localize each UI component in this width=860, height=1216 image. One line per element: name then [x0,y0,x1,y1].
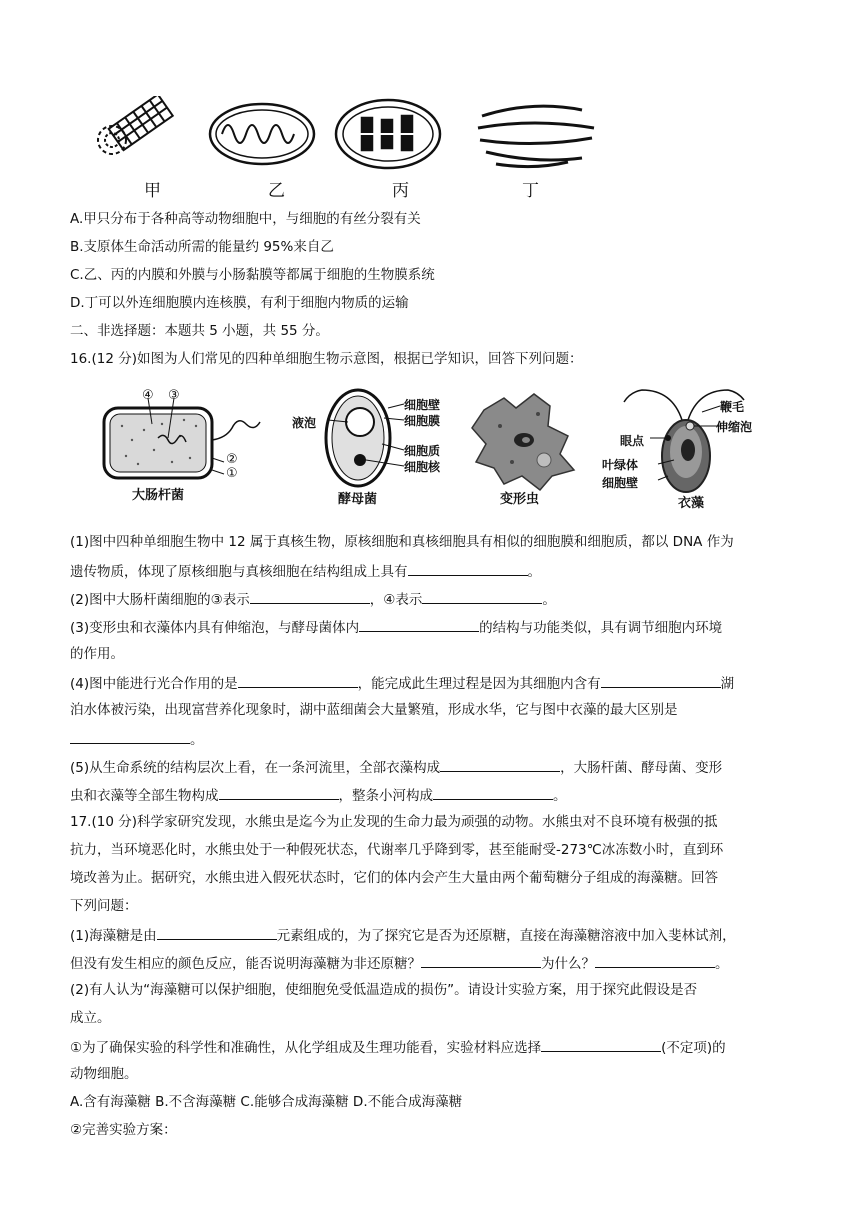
section-2-header: 二、非选择题：本题共 5 小题，共 55 分。 [70,323,329,339]
q17-part1-line1 [70,924,790,946]
q17-part2-blank[interactable] [541,1036,661,1052]
chloroplast-drawing [336,100,440,168]
ecoli-marker-4: ④ [142,388,154,403]
q16-part3-text-b: 的结构与功能类似，具有调节细胞内环境 [479,620,723,636]
q16-part4-line3 [70,728,790,750]
mitochondrion-drawing [210,104,314,164]
centriole-drawing [98,96,173,154]
chlamy-label-flagellum: 鞭毛 [720,400,745,414]
ecoli-drawing [102,380,277,510]
q16-part1-blank[interactable] [408,560,528,576]
q16-part5-text-a: (5)从生命系统的结构层次上看，在一条河流里，全部衣藻构成 [70,760,441,776]
q16-part1-line1: (1)图中四种单细胞生物中 12 属于真核生物，原核细胞和真核细胞具有相似的细胞膜和细胞质，都以 DNA 作为 [70,534,734,550]
q17-part1-text-b: 元素组成的，为了探究它是否为还原糖，直接在海藻糖溶液中加入斐林试剂， [276,928,736,944]
q16-part2-text-a: (2)图中大肠杆菌细胞的③表示 [70,592,250,608]
q17-part2-step2: ②完善实验方案： [70,1122,177,1138]
q16-part1-text: 遗传物质，体现了原核细胞与真核细胞在结构组成上具有 [70,564,408,580]
yeast-label-cytoplasm: 细胞质 [404,444,441,458]
q16-part4-text-a: (4)图中能进行光合作用的是 [70,676,238,692]
amoeba-panel [464,380,584,510]
ecoli-marker-3: ③ [168,388,180,403]
unicellular-organisms-figure [102,380,762,510]
q17-part1-blank-3[interactable] [595,952,715,968]
q16-part5-end: 。 [553,788,567,804]
q16-part2-end: 。 [542,592,556,608]
q16-part3-blank[interactable] [359,616,479,632]
q17-part2-line1: (2)有人认为“海藻糖可以保护细胞，使细胞免受低温造成的损伤”。请设计实验方案，用于探究此假设是否 [70,982,698,998]
q15-option-c: C.乙、丙的内膜和外膜与小肠黏膜等都属于细胞的生物膜系统 [70,267,435,283]
q17-stem-line3: 境改善为止。据研究，水熊虫进入假死状态时，它们的体内会产生大量由两个葡萄糖分子组成的海藻糖。回答 [70,870,718,886]
q16-part3-line2: 的作用。 [70,646,124,662]
yeast-label-vacuole: 液泡 [292,416,317,430]
q15-option-a: A.甲只分布于各种高等动物细胞中，与细胞的有丝分裂有关 [70,211,421,227]
q17-stem-line1: 17.(10 分)科学家研究发现，水熊虫是迄今为止发现的生命力最为顽强的动物。水熊虫对不良环境有极强的抵 [70,814,718,830]
q17-part1-line2 [70,952,790,974]
q16-stem: 16.(12 分)如图为人们常见的四种单细胞生物示意图，根据已学知识，回答下列问题： [70,351,583,367]
yeast-label-nucleus: 细胞核 [404,460,441,474]
amoeba-name: 变形虫 [500,492,540,507]
q16-part4-blank-3[interactable] [70,728,190,744]
chlamy-label-eyespot: 眼点 [620,434,645,448]
label-bing: 丙 [392,181,409,201]
chlamy-label-contractile-vacuole: 伸缩泡 [716,420,753,434]
q17-part1-text-a: (1)海藻糖是由 [70,928,157,944]
chlamydomonas-panel [602,380,762,510]
q17-part2-line3 [70,1036,790,1058]
q17-stem-line2: 抗力，当环境恶化时，水熊虫处于一种假死状态，代谢率几乎降到零，甚至能耐受-273℃冰冻数小时，直到环 [70,842,724,858]
label-jia: 甲 [144,181,161,201]
q16-part4-end: 。 [190,732,204,748]
q17-part2-line2: 成立。 [70,1010,111,1026]
yeast-label-cell-wall: 细胞壁 [404,398,441,412]
q16-part4-line2: 泊水体被污染，出现富营养化现象时，湖中蓝细菌会大量繁殖，形成水华，它与图中衣藻的最大区别是 [70,702,678,718]
q16-part5-blank-2[interactable] [219,784,339,800]
q17-part1-blank-1[interactable] [157,924,277,940]
q16-part4-line1 [70,672,790,694]
q16-part5-blank-3[interactable] [433,784,553,800]
organelle-drawings [92,96,612,176]
q16-part4-blank-2[interactable] [601,672,721,688]
q17-part1-end: 。 [715,956,729,972]
q16-part5-text-c: 虫和衣藻等全部生物构成 [70,788,219,804]
q16-part3-text-a: (3)变形虫和衣藻体内具有伸缩泡，与酵母菌体内 [70,620,360,636]
q15-option-b: B.支原体生命活动所需的能量约 95%来自乙 [70,239,334,255]
q16-part2-blank-2[interactable] [422,588,542,604]
yeast-label-cell-membrane: 细胞膜 [404,414,441,428]
label-ding: 丁 [522,181,539,201]
organelle-figure [92,96,612,200]
q16-part1-end: 。 [527,564,541,580]
er-drawing [478,106,594,166]
ecoli-marker-2: ② [226,452,238,467]
q17-stem-line4: 下列问题： [70,898,138,914]
q16-part4-text-c: 湖 [720,676,735,692]
q17-part1-text-d: 为什么？ [541,956,595,972]
q16-part5-text-b: ，大肠杆菌、酵母菌、变形 [560,760,723,776]
chlamy-label-cell-wall: 细胞壁 [602,476,639,490]
q16-part5-blank-1[interactable] [440,756,560,772]
ecoli-name: 大肠杆菌 [132,488,185,503]
q17-part1-blank-2[interactable] [421,952,541,968]
q16-part3-line1 [70,616,790,638]
label-yi: 乙 [268,181,285,201]
chlamy-label-chloroplast: 叶绿体 [602,458,639,472]
q17-part2-line4: 动物细胞。 [70,1066,138,1082]
q15-option-d: D.丁可以外连细胞膜内连核膜，有利于细胞内物质的运输 [70,295,409,311]
q16-part5-line2 [70,784,790,806]
q16-part2 [70,588,790,610]
chlamy-name: 衣藻 [678,496,705,511]
q16-part5-text-d: ，整条小河构成 [338,788,433,804]
yeast-name: 酵母菌 [338,492,378,507]
q16-part5-line1 [70,756,790,778]
ecoli-panel [102,380,277,510]
ecoli-marker-1: ① [226,466,238,481]
q16-part1-line2 [70,560,790,582]
q17-options: A.含有海藻糖 B.不含海藻糖 C.能够合成海藻糖 D.不能合成海藻糖 [70,1094,463,1110]
yeast-panel [292,380,452,510]
q17-part2-text-c: ①为了确保实验的科学性和准确性，从化学组成及生理功能看，实验材料应选择 [70,1040,542,1056]
q17-part1-text-c: 但没有发生相应的颜色反应，能否说明海藻糖为非还原糖？ [70,956,421,972]
q17-part2-text-d: (不定项)的 [661,1040,726,1056]
q16-part4-blank-1[interactable] [238,672,358,688]
q16-part2-blank-1[interactable] [250,588,370,604]
q16-part2-text-b: ，④表示 [369,592,423,608]
q16-part4-text-b: ，能完成此生理过程是因为其细胞内含有 [357,676,601,692]
